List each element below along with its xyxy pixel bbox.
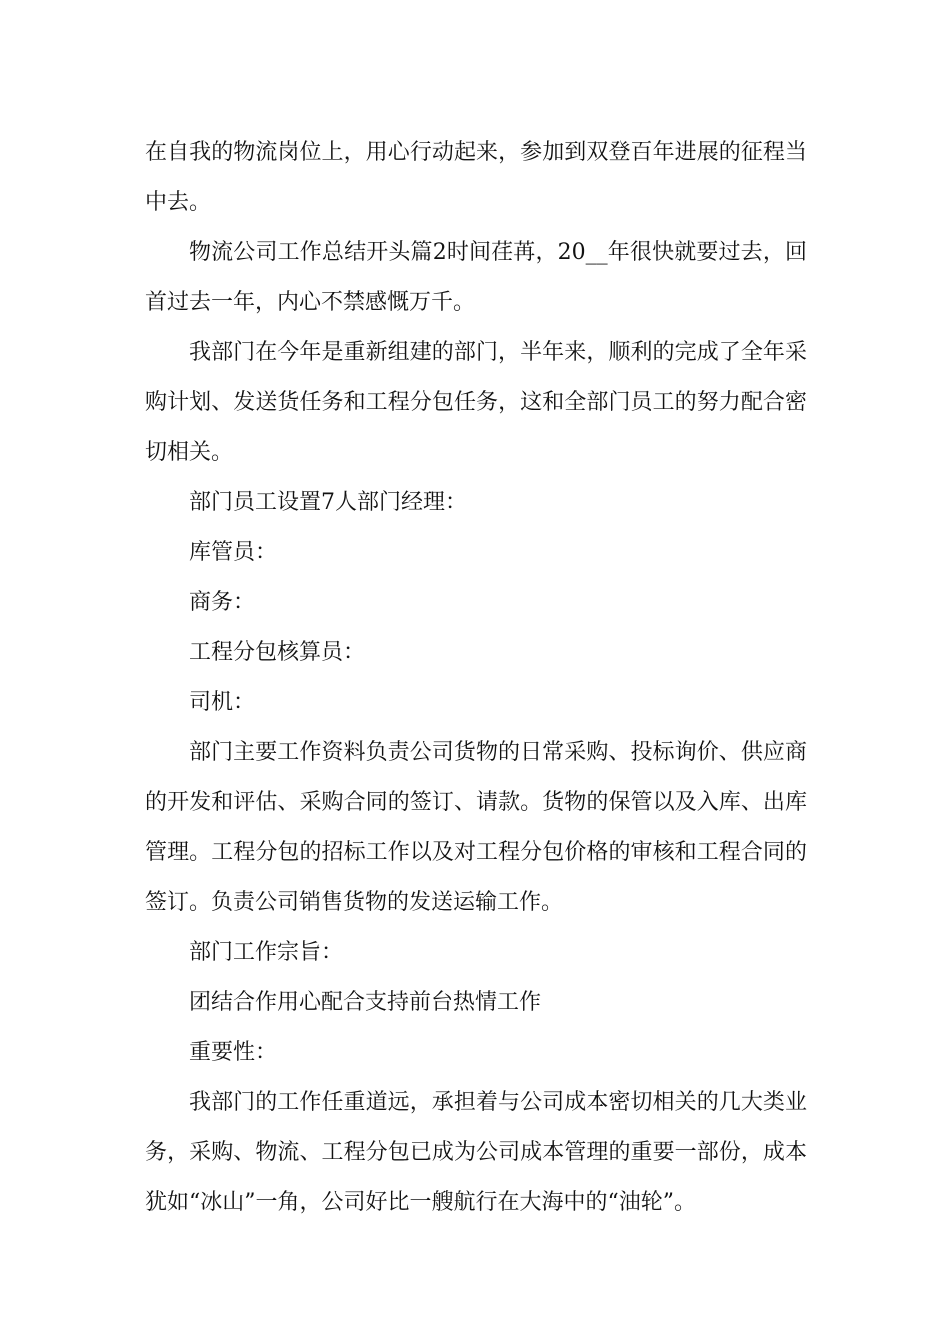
paragraph-8: 司机： [189, 690, 256, 715]
paragraph-12: 重要性： [189, 1040, 278, 1065]
paragraph-7: 工程分包核算员： [189, 640, 366, 665]
paragraph-1: 在自我的物流岗位上，用心行动起来，参加到双登百年进展的征程当中去。 [145, 140, 807, 215]
paragraph-9: 部门主要工作资料负责公司货物的日常采购、投标询价、供应商的开发和评估、采购合同的签订、请款。货物的保管以及入库、出库管理。工程分包的招标工作以及对工程分包价格的审核和工程合同的签订。负责公司销售货物的发送运输工作。 [145, 740, 807, 915]
paragraph-13: 我部门的工作任重道远，承担着与公司成本密切相关的几大类业务，采购、物流、工程分包已成为公司成本管理的重要一部份，成本犹如“冰山”一角，公司好比一艘航行在大海中的“油轮”。 [145, 1090, 807, 1215]
paragraph-11: 团结合作用心配合支持前台热情工作 [189, 990, 542, 1015]
paragraph-5: 库管员： [189, 540, 278, 565]
paragraph-6: 商务： [189, 590, 256, 615]
paragraph-4: 部门员工设置7人部门经理： [189, 490, 467, 515]
paragraph-2: 物流公司工作总结开头篇2时间荏苒，20__年很快就要过去，回首过去一年，内心不禁感慨万千。 [145, 240, 807, 315]
paragraph-10: 部门工作宗旨： [189, 940, 344, 965]
paragraph-3: 我部门在今年是重新组建的部门，半年来，顺利的完成了全年采购计划、发送货任务和工程分包任务，这和全部门员工的努力配合密切相关。 [145, 340, 807, 465]
document-body [145, 128, 807, 1228]
